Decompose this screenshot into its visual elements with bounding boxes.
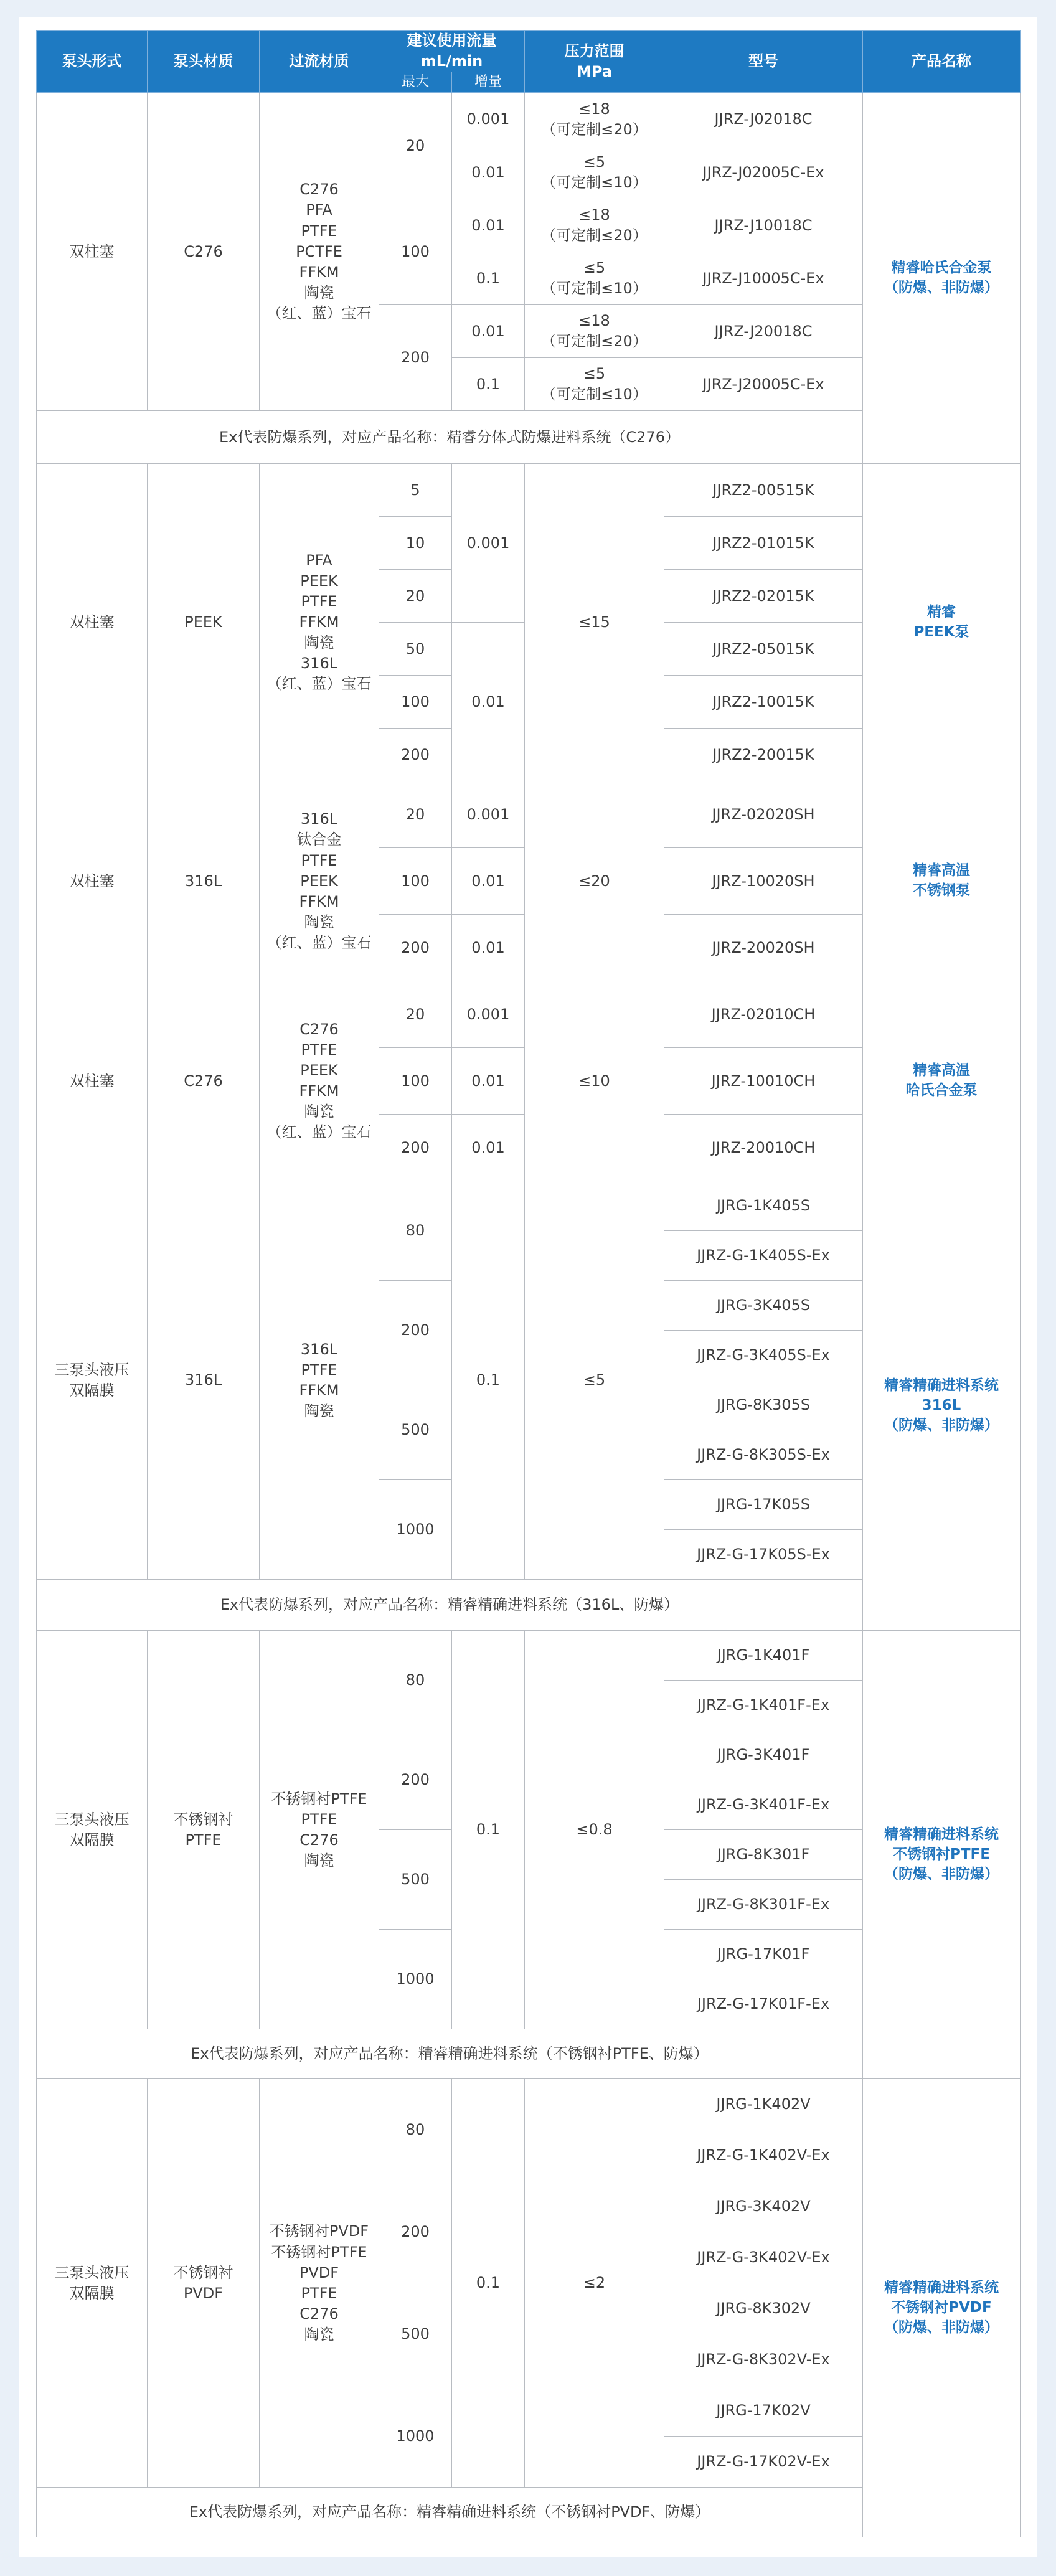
model-cell: JJRZ2-20015K	[664, 729, 863, 781]
ex-note: Ex代表防爆系列，对应产品名称：精睿精确进料系统（不锈钢衬PTFE、防爆）	[37, 2029, 863, 2079]
flow-max-cell: 5	[379, 464, 452, 517]
pump-material-cell: 316L	[148, 781, 260, 981]
wetted-material-cell: PFA PEEK PTFE FFKM 陶瓷 316L （红、蓝）宝石	[260, 464, 379, 781]
col-pump-head-material: 泵头材质	[148, 31, 260, 93]
col-flow-max: 最大	[379, 72, 452, 93]
flow-max-cell: 100	[379, 1048, 452, 1115]
ex-note: Ex代表防爆系列，对应产品名称：精睿分体式防爆进料系统（C276）	[37, 411, 863, 464]
wetted-material-cell: C276 PTFE PEEK FFKM 陶瓷 （红、蓝）宝石	[260, 981, 379, 1181]
model-cell: JJRZ-G-3K402V-Ex	[664, 2232, 863, 2283]
table-row	[37, 1181, 1021, 1231]
flow-inc-cell: 0.1	[452, 2079, 525, 2488]
pump-type-cell: 双柱塞	[37, 981, 148, 1181]
model-cell: JJRG-3K401F	[664, 1730, 863, 1780]
model-cell: JJRG-3K402V	[664, 2181, 863, 2232]
col-wetted-material: 过流材质	[260, 31, 379, 93]
pressure-cell: ≤5 （可定制≤10）	[525, 358, 664, 411]
product-name-cell: 精睿高温 不锈钢泵	[863, 781, 1021, 981]
ex-note: Ex代表防爆系列，对应产品名称：精睿精确进料系统（不锈钢衬PVDF、防爆）	[37, 2488, 863, 2537]
flow-inc-cell: 0.01	[452, 1115, 525, 1181]
flow-inc-cell: 0.001	[452, 464, 525, 623]
model-cell: JJRG-17K01F	[664, 1930, 863, 1979]
pump-material-cell: 不锈钢衬 PTFE	[148, 1631, 260, 2029]
table-row	[37, 781, 1021, 848]
wetted-material-cell: 316L 钛合金 PTFE PEEK FFKM 陶瓷 （红、蓝）宝石	[260, 781, 379, 981]
flow-inc-cell: 0.01	[452, 305, 525, 358]
flow-inc-cell: 0.1	[452, 358, 525, 411]
pump-type-cell: 三泵头液压 双隔膜	[37, 1631, 148, 2029]
flow-max-cell: 500	[379, 1830, 452, 1930]
flow-inc-cell: 0.01	[452, 1048, 525, 1115]
model-cell: JJRZ-20020SH	[664, 915, 863, 981]
model-cell: JJRZ-G-17K01F-Ex	[664, 1979, 863, 2029]
pressure-cell: ≤15	[525, 464, 664, 781]
model-cell: JJRZ2-05015K	[664, 623, 863, 676]
pump-type-cell: 三泵头液压 双隔膜	[37, 2079, 148, 2488]
flow-max-cell: 200	[379, 305, 452, 411]
flow-max-cell: 200	[379, 2181, 452, 2283]
model-cell: JJRZ-10010CH	[664, 1048, 863, 1115]
wetted-material-cell: 不锈钢衬PVDF 不锈钢衬PTFE PVDF PTFE C276 陶瓷	[260, 2079, 379, 2488]
flow-inc-cell: 0.001	[452, 93, 525, 146]
flow-title: 建议使用流量	[407, 32, 497, 49]
model-cell: JJRZ-G-3K401F-Ex	[664, 1780, 863, 1830]
table-row	[37, 1631, 1021, 1681]
model-cell: JJRZ-J10018C	[664, 199, 863, 252]
model-cell: JJRG-8K305S	[664, 1380, 863, 1430]
flow-max-cell: 200	[379, 1281, 452, 1380]
table-row	[37, 981, 1021, 1048]
pump-material-cell: C276	[148, 981, 260, 1181]
model-cell: JJRZ-J02005C-Ex	[664, 146, 863, 199]
flow-max-cell: 200	[379, 1115, 452, 1181]
flow-max-cell: 20	[379, 93, 452, 199]
col-pressure	[525, 31, 664, 93]
model-cell: JJRZ-J10005C-Ex	[664, 252, 863, 305]
flow-max-cell: 500	[379, 2283, 452, 2385]
model-cell: JJRZ-02010CH	[664, 981, 863, 1048]
flow-max-cell: 200	[379, 729, 452, 781]
flow-max-cell: 100	[379, 676, 452, 729]
flow-max-cell: 10	[379, 517, 452, 570]
pump-material-cell: C276	[148, 93, 260, 411]
pressure-cell: ≤2	[525, 2079, 664, 2488]
flow-max-cell: 80	[379, 1631, 452, 1730]
pressure-cell: ≤5	[525, 1181, 664, 1580]
flow-inc-cell: 0.01	[452, 623, 525, 781]
flow-inc-cell: 0.001	[452, 981, 525, 1048]
model-cell: JJRZ2-01015K	[664, 517, 863, 570]
wetted-material-cell: C276 PFA PTFE PCTFE FFKM 陶瓷 （红、蓝）宝石	[260, 93, 379, 411]
pump-type-cell: 双柱塞	[37, 781, 148, 981]
pump-material-cell: 不锈钢衬 PVDF	[148, 2079, 260, 2488]
spec-card	[19, 17, 1037, 2557]
flow-max-cell: 20	[379, 570, 452, 623]
flow-max-cell: 80	[379, 2079, 452, 2181]
table-row	[37, 93, 1021, 146]
model-cell: JJRG-8K301F	[664, 1830, 863, 1880]
model-cell: JJRZ-G-17K02V-Ex	[664, 2437, 863, 2488]
model-cell: JJRG-8K302V	[664, 2283, 863, 2334]
flow-inc-cell: 0.01	[452, 915, 525, 981]
table-header	[37, 31, 1021, 93]
flow-inc-cell: 0.001	[452, 781, 525, 848]
model-cell: JJRZ-G-1K402V-Ex	[664, 2130, 863, 2181]
pressure-unit: MPa	[576, 62, 613, 80]
pump-material-cell: PEEK	[148, 464, 260, 781]
flow-max-cell: 200	[379, 915, 452, 981]
model-cell: JJRG-1K402V	[664, 2079, 863, 2130]
pressure-cell: ≤18 （可定制≤20）	[525, 305, 664, 358]
product-name-cell: 精睿精确进料系统 不锈钢衬PTFE （防爆、非防爆）	[863, 1631, 1021, 2079]
flow-max-cell: 1000	[379, 1930, 452, 2029]
flow-inc-cell: 0.1	[452, 1181, 525, 1580]
flow-max-cell: 100	[379, 848, 452, 915]
model-cell: JJRZ-G-3K405S-Ex	[664, 1331, 863, 1380]
col-product-name: 产品名称	[863, 31, 1021, 93]
wetted-material-cell: 不锈钢衬PTFE PTFE C276 陶瓷	[260, 1631, 379, 2029]
model-cell: JJRZ-G-1K405S-Ex	[664, 1231, 863, 1281]
col-flow-group	[379, 31, 525, 72]
model-cell: JJRZ-02020SH	[664, 781, 863, 848]
col-flow-increment: 增量	[452, 72, 525, 93]
flow-inc-cell: 0.01	[452, 848, 525, 915]
col-pump-head-type: 泵头形式	[37, 31, 148, 93]
flow-max-cell: 20	[379, 981, 452, 1048]
pump-type-cell: 双柱塞	[37, 93, 148, 411]
model-cell: JJRZ-G-8K305S-Ex	[664, 1430, 863, 1480]
model-cell: JJRZ2-10015K	[664, 676, 863, 729]
model-cell: JJRZ-10020SH	[664, 848, 863, 915]
pressure-title: 压力范围	[564, 42, 625, 60]
flow-max-cell: 50	[379, 623, 452, 676]
product-name-cell: 精睿精确进料系统 316L （防爆、非防爆）	[863, 1181, 1021, 1631]
flow-max-cell: 100	[379, 199, 452, 305]
flow-unit: mL/min	[420, 52, 483, 70]
flow-max-cell: 200	[379, 1730, 452, 1830]
product-name-cell: 精睿高温 哈氏合金泵	[863, 981, 1021, 1181]
model-cell: JJRZ2-00515K	[664, 464, 863, 517]
pressure-cell: ≤20	[525, 781, 664, 981]
model-cell: JJRZ2-02015K	[664, 570, 863, 623]
model-cell: JJRZ-G-17K05S-Ex	[664, 1530, 863, 1580]
flow-max-cell: 1000	[379, 1480, 452, 1580]
pump-type-cell: 三泵头液压 双隔膜	[37, 1181, 148, 1580]
flow-max-cell: 20	[379, 781, 452, 848]
pressure-cell: ≤0.8	[525, 1631, 664, 2029]
pressure-cell: ≤5 （可定制≤10）	[525, 252, 664, 305]
flow-max-cell: 500	[379, 1380, 452, 1480]
product-name-cell: 精睿哈氏合金泵 （防爆、非防爆）	[863, 93, 1021, 464]
flow-max-cell: 80	[379, 1181, 452, 1281]
model-cell: JJRZ-G-1K401F-Ex	[664, 1681, 863, 1730]
model-cell: JJRZ-G-8K302V-Ex	[664, 2334, 863, 2385]
model-cell: JJRZ-J20005C-Ex	[664, 358, 863, 411]
pump-type-cell: 双柱塞	[37, 464, 148, 781]
flow-inc-cell: 0.1	[452, 1631, 525, 2029]
product-name-cell: 精睿 PEEK泵	[863, 464, 1021, 781]
model-cell: JJRG-3K405S	[664, 1281, 863, 1331]
flow-max-cell: 1000	[379, 2385, 452, 2488]
pressure-cell: ≤18 （可定制≤20）	[525, 199, 664, 252]
model-cell: JJRG-1K405S	[664, 1181, 863, 1231]
col-model: 型号	[664, 31, 863, 93]
flow-inc-cell: 0.01	[452, 199, 525, 252]
flow-inc-cell: 0.1	[452, 252, 525, 305]
model-cell: JJRZ-G-8K301F-Ex	[664, 1880, 863, 1930]
model-cell: JJRZ-20010CH	[664, 1115, 863, 1181]
table-row	[37, 2079, 1021, 2130]
pressure-cell: ≤10	[525, 981, 664, 1181]
model-cell: JJRZ-J20018C	[664, 305, 863, 358]
ex-note: Ex代表防爆系列，对应产品名称：精睿精确进料系统（316L、防爆）	[37, 1580, 863, 1631]
pump-material-cell: 316L	[148, 1181, 260, 1580]
model-cell: JJRG-17K05S	[664, 1480, 863, 1530]
pressure-cell: ≤5 （可定制≤10）	[525, 146, 664, 199]
pump-spec-table	[36, 30, 1021, 2537]
model-cell: JJRZ-J02018C	[664, 93, 863, 146]
pressure-cell: ≤18 （可定制≤20）	[525, 93, 664, 146]
wetted-material-cell: 316L PTFE FFKM 陶瓷	[260, 1181, 379, 1580]
table-row	[37, 464, 1021, 517]
flow-inc-cell: 0.01	[452, 146, 525, 199]
model-cell: JJRG-1K401F	[664, 1631, 863, 1681]
model-cell: JJRG-17K02V	[664, 2385, 863, 2437]
product-name-cell: 精睿精确进料系统 不锈钢衬PVDF （防爆、非防爆）	[863, 2079, 1021, 2537]
